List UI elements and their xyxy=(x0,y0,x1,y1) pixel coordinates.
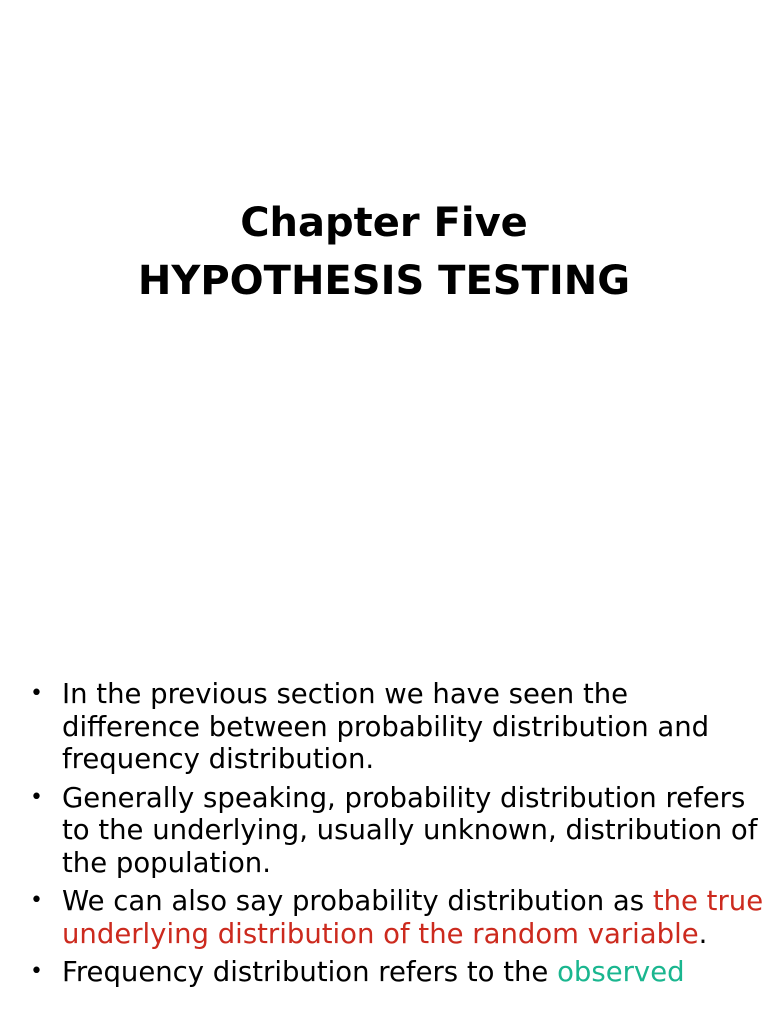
bullet-text: In the previous section we have seen the difference between probability distribution and frequency distribution. xyxy=(62,678,710,775)
bullet-icon: • xyxy=(30,959,43,984)
highlighted-text: observed xyxy=(557,956,685,988)
bullet-icon: • xyxy=(30,784,43,810)
chapter-topic: HYPOTHESIS TESTING xyxy=(137,258,631,304)
slide-title xyxy=(0,194,768,310)
bullet-item xyxy=(30,956,768,989)
bullet-item xyxy=(30,678,768,776)
bullet-text: We can also say probability distribution as xyxy=(62,885,653,917)
bullet-text: Frequency distribution refers to the xyxy=(62,956,558,988)
bullet-icon: • xyxy=(30,888,43,913)
bullet-item xyxy=(30,782,768,880)
highlighted-text: the true underlying distribution of the random variable xyxy=(62,885,764,950)
bullet-text: Generally speaking, probability distribution refers to the underlying, usually unknown, distribution of the population. xyxy=(62,781,758,879)
bullet-item xyxy=(30,885,768,950)
bullet-text-end: . xyxy=(698,917,708,950)
bullet-icon: • xyxy=(30,681,43,706)
chapter-heading: Chapter Five xyxy=(240,200,528,246)
bullet-list xyxy=(30,678,768,995)
